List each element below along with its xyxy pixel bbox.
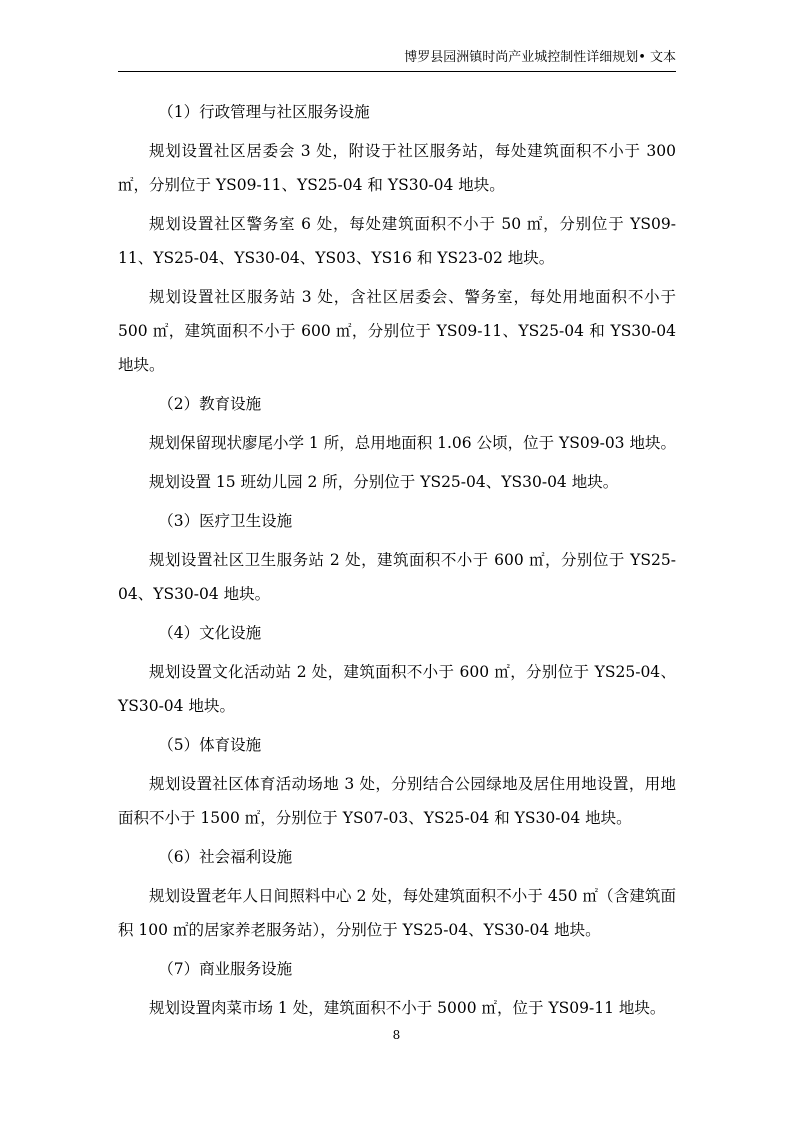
- paragraph-residents-committee: 规划设置社区居委会 3 处，附设于社区服务站，每处建筑面积不小于 300 ㎡，分别位于 YS09-11、YS25-04 和 YS30-04 地块。: [118, 142, 676, 194]
- paragraph-service-station: 规划设置社区服务站 3 处，含社区居委会、警务室，每处用地面积不小于 500 ㎡，建筑面积不小于 600 ㎡，分别位于 YS09-11、YS25-04 和 YS30-04 地块。: [118, 288, 676, 374]
- paragraph-market: 规划设置肉菜市场 1 处，建筑面积不小于 5000 ㎡，位于 YS09-11 地块。: [149, 999, 666, 1017]
- header-rule: [118, 71, 676, 72]
- document-body: [118, 95, 676, 1025]
- page-number: 8: [392, 1028, 401, 1042]
- section-heading-administration: （1）行政管理与社区服务设施: [158, 103, 370, 121]
- section-heading-welfare: （6）社会福利设施: [158, 848, 293, 866]
- paragraph-primary-school: 规划保留现状廖尾小学 1 所，总用地面积 1.06 公顷，位于 YS09-03 地块。: [149, 434, 676, 452]
- paragraph-culture-station: 规划设置文化活动站 2 处，建筑面积不小于 600 ㎡，分别位于 YS25-04、YS30-04 地块。: [118, 663, 676, 715]
- running-header: 博罗县园洲镇时尚产业城控制性详细规划• 文本: [404, 50, 676, 65]
- section-heading-culture: （4）文化设施: [158, 624, 262, 642]
- section-heading-sports: （5）体育设施: [158, 736, 262, 754]
- section-heading-medical: （3）医疗卫生设施: [158, 512, 293, 530]
- paragraph-police-office: 规划设置社区警务室 6 处，每处建筑面积不小于 50 ㎡，分别位于 YS09-11、YS25-04、YS30-04、YS03、YS16 和 YS23-02 地块。: [118, 215, 676, 267]
- paragraph-kindergarten: 规划设置 15 班幼儿园 2 所，分别位于 YS25-04、YS30-04 地块。: [149, 473, 619, 491]
- section-heading-education: （2）教育设施: [158, 395, 262, 413]
- paragraph-elderly-center: 规划设置老年人日间照料中心 2 处，每处建筑面积不小于 450 ㎡（含建筑面积 100 ㎡的居家养老服务站），分别位于 YS25-04、YS30-04 地块。: [118, 887, 676, 939]
- paragraph-sports-ground: 规划设置社区体育活动场地 3 处，分别结合公园绿地及居住用地设置，用地面积不小于 1500 ㎡，分别位于 YS07-03、YS25-04 和 YS30-04 地块。: [118, 775, 676, 827]
- section-heading-commercial: （7）商业服务设施: [158, 960, 293, 978]
- paragraph-health-station: 规划设置社区卫生服务站 2 处，建筑面积不小于 600 ㎡，分别位于 YS25-04、YS30-04 地块。: [118, 551, 676, 603]
